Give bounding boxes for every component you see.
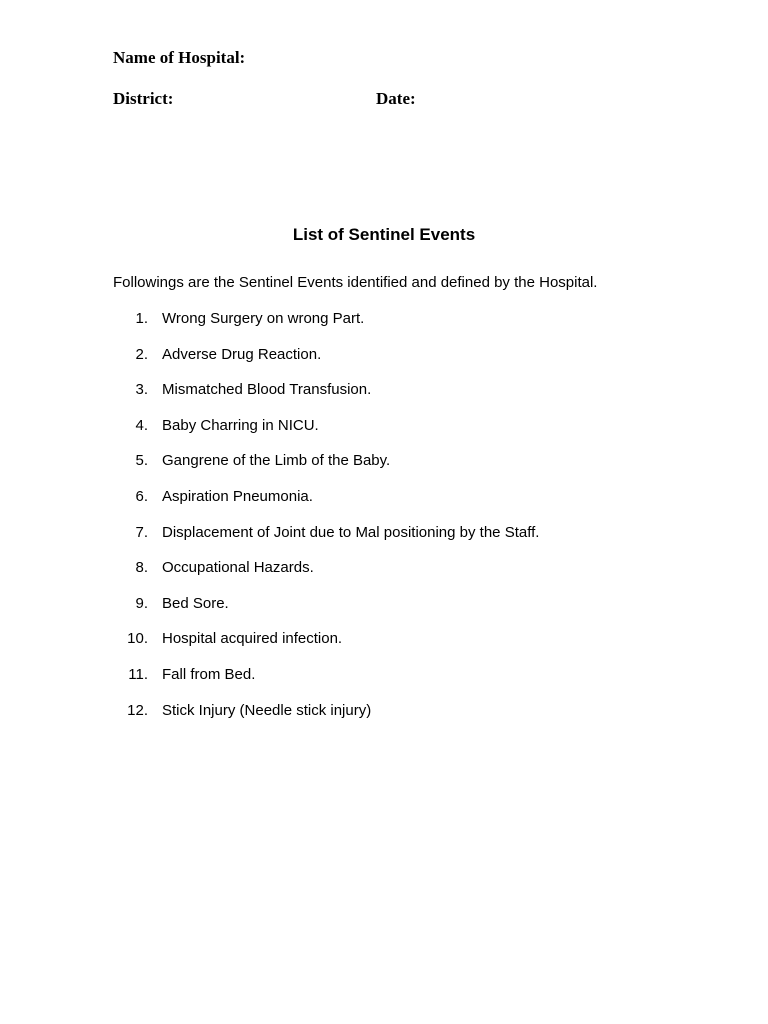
list-item-text: Bed Sore. [162, 594, 229, 612]
list-item [0, 417, 768, 453]
list-item-text: Adverse Drug Reaction. [162, 345, 322, 363]
list-item-number: 3. [135, 381, 148, 399]
list-item [0, 595, 768, 631]
list-item [0, 452, 768, 488]
list-item-text: Baby Charring in NICU. [162, 416, 319, 434]
list-item [0, 381, 768, 417]
list-item-number: 5. [135, 452, 148, 470]
list-item [0, 559, 768, 595]
list-item-number: 6. [135, 487, 148, 505]
list-item [0, 702, 768, 738]
list-item-text: Displacement of Joint due to Mal positioning by the Staff. [162, 523, 540, 541]
list-item-text: Fall from Bed. [162, 665, 256, 683]
hospital-name-label: Name of Hospital: [113, 48, 246, 67]
list-item-text: Mismatched Blood Transfusion. [162, 381, 372, 399]
list-item-text: Occupational Hazards. [162, 559, 314, 577]
list-item-text: Wrong Surgery on wrong Part. [162, 310, 365, 327]
list-item-number: 1. [135, 310, 148, 327]
list-item [0, 488, 768, 524]
list-item-number: 10. [127, 630, 148, 648]
list-item-text: Stick Injury (Needle stick injury) [162, 701, 372, 719]
list-item-number: 4. [135, 416, 148, 434]
list-item [0, 666, 768, 702]
list-item-number: 11. [128, 665, 148, 683]
list-item-number: 12. [127, 701, 148, 719]
list-item-number: 8. [135, 559, 148, 577]
list-item-text: Aspiration Pneumonia. [162, 487, 313, 505]
list-item-number: 2. [135, 345, 148, 363]
list-item-number: 7. [135, 523, 148, 541]
list-item [0, 346, 768, 382]
list-item [0, 524, 768, 560]
date-label: Date: [376, 89, 416, 108]
sentinel-events-list [0, 310, 768, 737]
document-title: List of Sentinel Events [292, 225, 476, 244]
list-item-text: Hospital acquired infection. [162, 630, 343, 648]
intro-paragraph: Followings are the Sentinel Events identified and defined by the Hospital. [113, 274, 598, 291]
list-item [0, 630, 768, 666]
district-label: District: [113, 89, 174, 108]
list-item-number: 9. [135, 594, 148, 612]
list-item-text: Gangrene of the Limb of the Baby. [162, 452, 391, 470]
list-item [0, 310, 768, 346]
